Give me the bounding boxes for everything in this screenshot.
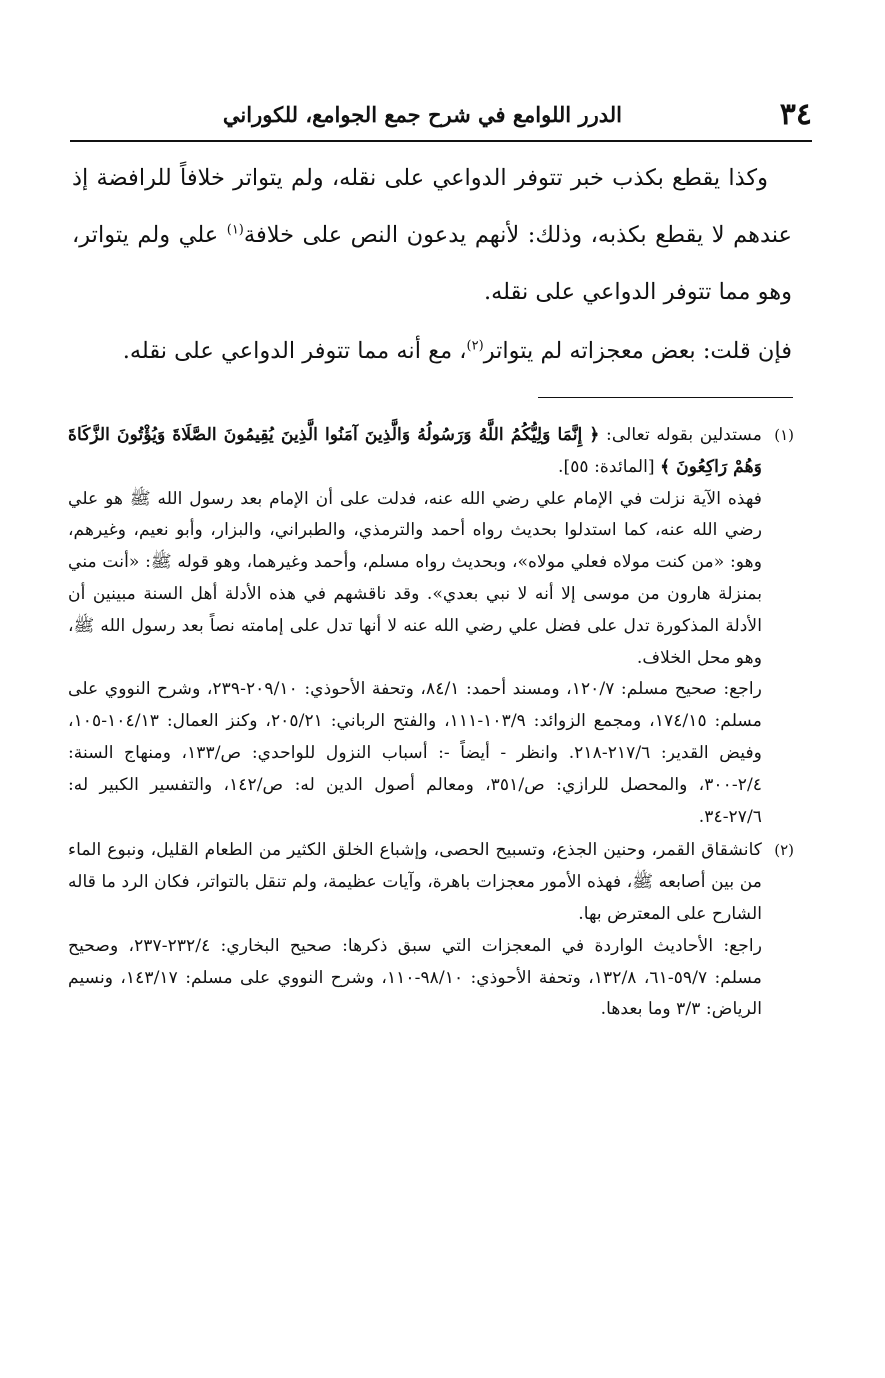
paragraph-text: علي ولم يتواتر، وهو مما تتوفر الدواعي على نقله. <box>72 222 792 305</box>
footnote-references: راجع: صحيح مسلم: ١٢٠/٧، ومسند أحمد: ٨٤/١، وتحفة الأحوذي: ٢٠٩/١٠-٢٣٩، وشرح النووي على مسلم: ١٧٤/١٥، ومجمع الزوائد: ١٠٣/٩-١١١، والفتح الرباني: ٢٠٥/٢١، وكنز العمال: ١٠٤/١٣-١٠٥، وفيض القدير: ٢١٧/٦-٢١٨. وانظر - أيضاً -: أسباب النزول للواحدي: ص/١٣٣، ومنهاج السنة: ٢/٤-٣٠٠، والمحصل للرازي: ص/٣٥١، ومعالم أصول الدين له: ص/١٤٢، والتفسير الكبير له: ٢٧/٦-٣٤. <box>68 679 762 827</box>
footnote-1 <box>68 420 794 833</box>
running-head <box>70 92 812 138</box>
footnote-number: (٢) <box>774 841 794 860</box>
paragraph-text: ، مع أنه مما تتوفر الدواعي على نقله. <box>122 338 467 364</box>
paragraph-text: فإن قلت: بعض معجزاته لم يتواتر <box>483 338 792 364</box>
footnote-number: (١) <box>774 426 794 444</box>
footnote-reference: (٢) <box>466 338 484 354</box>
footnote-references: راجع: الأحاديث الواردة في المعجزات التي سبق ذكرها: صحيح البخاري: ٢٣٢/٤-٢٣٧، وصحيح مسلم: ٥٩/٧-٦١، ١٣٢/٨، وتحفة الأحوذي: ٩٨/١٠-١١٠، وشرح النووي على مسلم: ١٤٣/١٧، ونسيم الرياض: ٣/٣ وما بعدها. <box>68 935 763 1020</box>
header-divider <box>70 140 812 142</box>
quran-verse: ﴿ إِنَّمَا وَلِيُّكُمُ اللَّهُ وَرَسُولُهُ وَالَّذِينَ آمَنُوا الَّذِينَ يُقِيمُونَ الصَّلَاةَ وَيُؤْتُونَ الزَّكَاةَ وَهُمْ رَاكِعُونَ ﴾ <box>68 425 762 477</box>
footnote-text: مستدلين بقوله تعالى: <box>599 425 762 445</box>
paragraph-text: وكذا يقطع بكذب خبر تتوفر الدواعي على نقله، ولم يتواتر خلافاً للرافضة إذ عندهم لا يقطع بكذبه، وذلك: لأنهم يدعون النص على خلافة <box>72 165 792 248</box>
book-title: الدرر اللوامع في شرح جمع الجوامع، للكوراني <box>222 102 622 127</box>
footnote-2 <box>68 835 794 1026</box>
verse-citation: [المائدة: ٥٥]. <box>558 456 661 477</box>
footnote-paragraph: فهذه الآية نزلت في الإمام علي رضي الله عنه، فدلت على أن الإمام بعد رسول الله ﷺ هو علي رضي الله عنه، كما استدلوا بحديث رواه أحمد والترمذي، والطبراني، والبزار، وأبو نعيم، وغيرهم، وهو: «من كنت مولاه فعلي مولاه»، وبحديث رواه مسلم، وأحمد وغيرهما، وهو قوله ﷺ: «أنت مني بمنزلة هارون من موسى إلا أنه لا نبي بعدي». وقد ناقشهم في هذه الأدلة أهل السنة مبينين أن الأدلة المذكورة تدل على فضل علي رضي الله عنه لا أنها تدل على إمامته نصاً بعد رسول الله ﷺ، وهو محل الخلاف. <box>68 488 762 668</box>
main-text <box>72 150 792 380</box>
main-paragraph <box>72 150 792 321</box>
main-paragraph <box>72 323 792 380</box>
footnote-divider <box>538 397 793 398</box>
footnotes <box>68 420 794 1026</box>
footnote-paragraph: كانشقاق القمر، وحنين الجذع، وتسبيح الحصى، وإشباع الخلق الكثير من الطعام القليل، ونبوع الماء من بين أصابعه ﷺ، فهذه الأمور معجزات باهرة، وآيات عظيمة، ولم تنقل بالتواتر، فكان الرد ما قاله الشارح على المعترض بها. <box>68 840 762 924</box>
footnote-paragraph <box>68 420 762 484</box>
footnote-reference: (١) <box>226 222 244 238</box>
page-number: ٣٤ <box>779 97 812 132</box>
